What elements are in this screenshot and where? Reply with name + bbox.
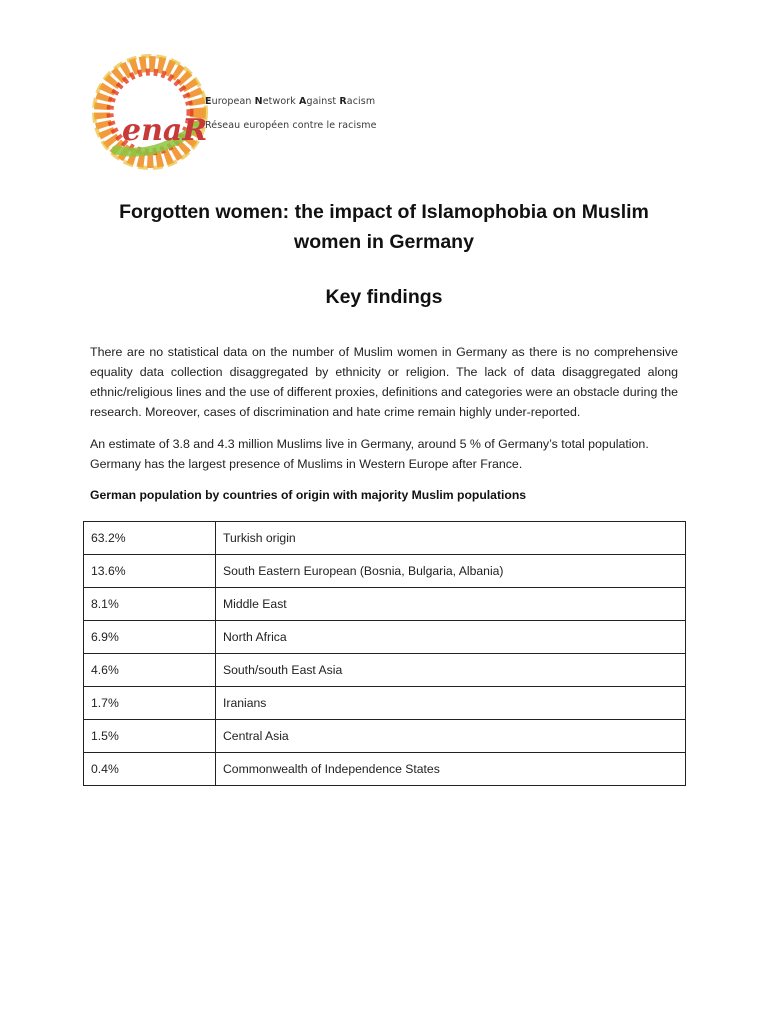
paragraph-statistics: There are no statistical data on the number of Muslim women in Germany as there is no comprehensive equality data collection disaggregated by ethnicity or religion. The lack of data disaggregated along ethnic/religious lines and the use of different proxies, definitions and categories were an obstacle during the research. Moreover, cases of discrimination and hate crime remain highly under-reported. (90, 345, 679, 419)
percent-cell: 8.1% (84, 588, 216, 621)
enar-logo (88, 42, 378, 182)
percent-cell: 13.6% (84, 555, 216, 588)
document-title: Forgotten women: the impact of Islamophobia on Muslim women in Germany (119, 201, 649, 253)
origin-cell: North Africa (216, 621, 686, 654)
document-subtitle: Key findings (325, 286, 443, 308)
table-row (84, 621, 686, 654)
table-row (84, 687, 686, 720)
org-name-fr: Réseau européen contre le racisme (205, 120, 377, 131)
table-row (84, 522, 686, 555)
origin-cell: South/south East Asia (216, 654, 686, 687)
enar-logo-ring (88, 42, 208, 182)
org-name-en-part: Network (254, 96, 300, 107)
percent-cell: 63.2% (84, 522, 216, 555)
origin-cell: Turkish origin (216, 522, 686, 555)
table-row (84, 753, 686, 786)
org-name-en (205, 96, 375, 107)
table-row (84, 588, 686, 621)
table-row (84, 720, 686, 753)
table-caption: German population by countries of origin with majority Muslim populations (90, 488, 527, 502)
origin-cell: South Eastern European (Bosnia, Bulgaria, Albania) (216, 555, 686, 588)
percent-cell: 1.7% (84, 687, 216, 720)
org-name-en-part: European (205, 96, 255, 107)
percent-cell: 6.9% (84, 621, 216, 654)
org-name-en-part: Against (299, 96, 340, 107)
origin-cell: Commonwealth of Independence States (216, 753, 686, 786)
table-row (84, 654, 686, 687)
table-row (84, 555, 686, 588)
percent-cell: 0.4% (84, 753, 216, 786)
population-origin-table (83, 521, 686, 786)
paragraph-estimate: An estimate of 3.8 and 4.3 million Muslims live in Germany, around 5 % of Germany’s total population. Germany has the largest presence of Muslims in Western Europe after France. (90, 437, 649, 471)
org-name-en-part: Racism (339, 96, 376, 107)
logo-letters: enaR (122, 113, 208, 148)
percent-cell: 1.5% (84, 720, 216, 753)
origin-cell: Central Asia (216, 720, 686, 753)
origin-cell: Middle East (216, 588, 686, 621)
origin-cell: Iranians (216, 687, 686, 720)
percent-cell: 4.6% (84, 654, 216, 687)
